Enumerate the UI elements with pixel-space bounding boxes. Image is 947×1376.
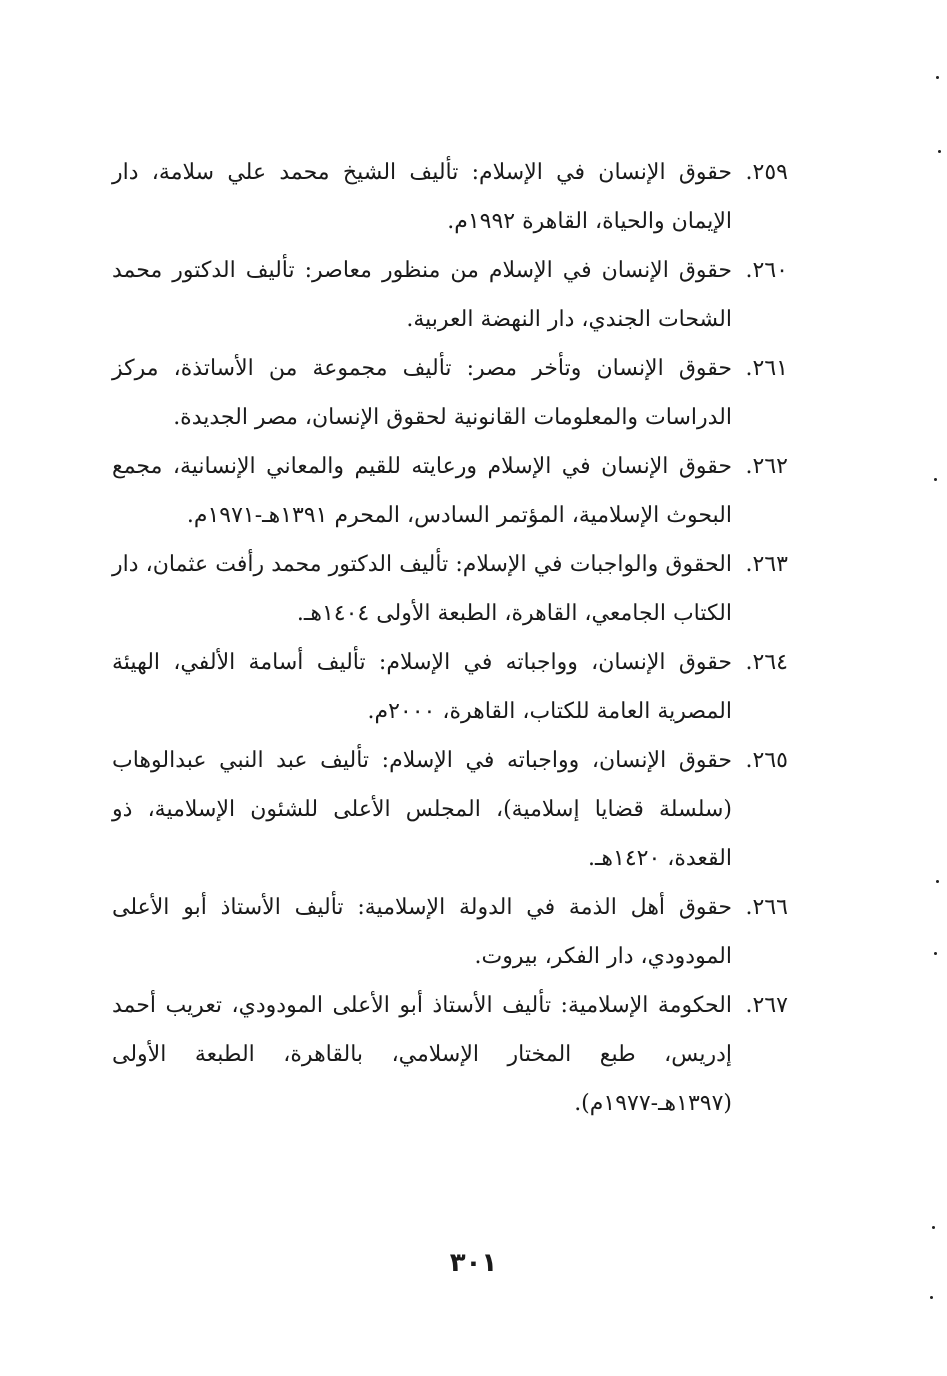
entry-text: الحكومة الإسلامية: تأليف الأستاذ أبو الأعلى المودودي، تعريب أحمد إدريس، طبع المختار الإسلامي، بالقاهرة، الطبعة الأولى (١٣٩٧هـ-١٩٧٧م). — [112, 993, 732, 1116]
entry-text: حقوق أهل الذمة في الدولة الإسلامية: تأليف الأستاذ أبو الأعلى المودودي، دار الفكر، بيروت. — [112, 895, 732, 969]
bibliography-list — [112, 148, 788, 1128]
entry-number: ٢٦٥. — [745, 748, 788, 773]
scan-speck — [936, 76, 939, 79]
entry-number: ٢٦٧. — [745, 993, 788, 1018]
scan-speck — [932, 1226, 935, 1229]
entry-text: حقوق الإنسان، وواجباته في الإسلام: تأليف أسامة الألفي، الهيئة المصرية العامة للكتاب، القاهرة، ٢٠٠٠م. — [112, 650, 732, 724]
entry-number: ٢٦٢. — [745, 454, 788, 479]
entry-number: ٢٦١. — [745, 356, 788, 381]
bibliography-entry — [112, 540, 788, 638]
scan-speck — [934, 478, 937, 481]
entry-number: ٢٦٦. — [745, 895, 788, 920]
scan-speck — [934, 952, 937, 955]
bibliography-entry — [112, 148, 788, 246]
entry-text: حقوق الإنسان وتأخر مصر: تأليف مجموعة من الأساتذة، مركز الدراسات والمعلومات القانونية لحقوق الإنسان، مصر الجديدة. — [112, 356, 732, 430]
entry-text: حقوق الإنسان في الإسلام ورعايته للقيم والمعاني الإنسانية، مجمع البحوث الإسلامية، المؤتمر السادس، المحرم ١٣٩١هـ-١٩٧١م. — [112, 454, 732, 528]
entry-number: ٢٥٩. — [745, 160, 788, 185]
scan-speck — [930, 1296, 933, 1299]
entry-number: ٢٦٠. — [745, 258, 788, 283]
bibliography-entry — [112, 638, 788, 736]
bibliography-entry — [112, 344, 788, 442]
bibliography-entry — [112, 246, 788, 344]
scan-speck — [936, 880, 939, 883]
entry-number: ٢٦٤. — [745, 650, 788, 675]
bibliography-entry — [112, 736, 788, 883]
entry-text: حقوق الإنسان، وواجباته في الإسلام: تأليف عبد النبي عبدالوهاب (سلسلة قضايا إسلامية)، المجلس الأعلى للشئون الإسلامية، ذو القعدة، ١٤٢٠هـ. — [112, 748, 732, 871]
scan-speck — [938, 150, 941, 153]
page-number: ٣٠١ — [449, 1248, 498, 1278]
bibliography-entry — [112, 883, 788, 981]
entry-text: الحقوق والواجبات في الإسلام: تأليف الدكتور محمد رأفت عثمان، دار الكتاب الجامعي، القاهرة، الطبعة الأولى ١٤٠٤هـ. — [112, 552, 732, 626]
bibliography-entry — [112, 981, 788, 1128]
entry-text: حقوق الإنسان في الإسلام من منظور معاصر: تأليف الدكتور محمد الشحات الجندي، دار النهضة العربية. — [112, 258, 732, 332]
entry-number: ٢٦٣. — [745, 552, 788, 577]
bibliography-entry — [112, 442, 788, 540]
entry-text: حقوق الإنسان في الإسلام: تأليف الشيخ محمد علي سلامة، دار الإيمان والحياة، القاهرة ١٩٩٢م. — [112, 160, 732, 234]
